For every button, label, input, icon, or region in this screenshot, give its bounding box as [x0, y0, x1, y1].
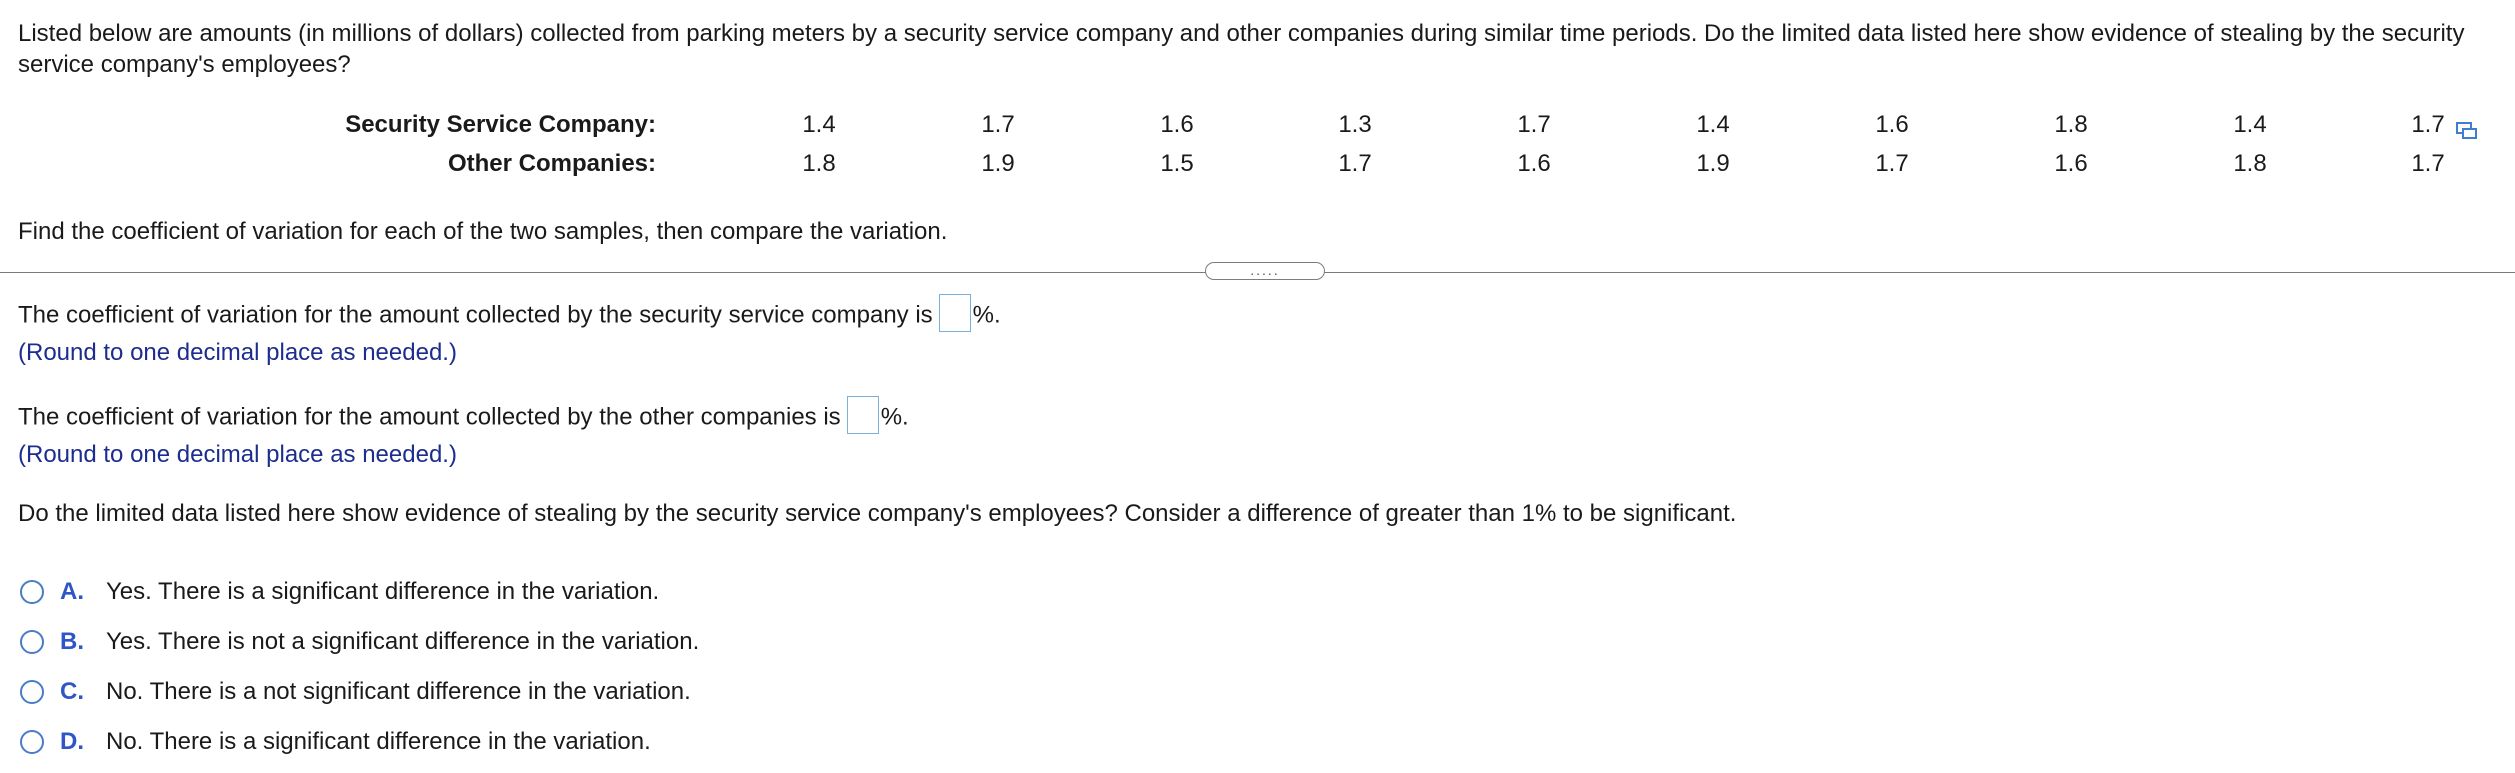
problem-intro: Listed below are amounts (in millions of dollars) collected from parking meters by a security service company and other companies during similar time periods. Do the limited data listed here show evidence of stealing by the security service company's employees? [18, 20, 2465, 78]
answer-input-security[interactable] [939, 294, 971, 332]
answer-input-other[interactable] [847, 396, 879, 434]
table-cell: 1.6 [1517, 150, 1551, 177]
table-cell: 1.9 [981, 150, 1015, 177]
question-1 [18, 300, 1001, 332]
question-3-text: Do the limited data listed here show evidence of stealing by the security service company's employees? Consider a difference of greater than 1% to be significant. [18, 500, 1737, 527]
table-row-other [0, 150, 2515, 189]
question-2 [18, 402, 909, 434]
copy-data-icon[interactable] [2456, 122, 2478, 140]
option-letter: C. [60, 678, 84, 705]
option-letter: A. [60, 578, 84, 605]
divider-handle[interactable]: ..... [1205, 262, 1325, 280]
radio-button[interactable] [20, 580, 44, 604]
unit-label: %. [972, 301, 1001, 329]
table-row-security [0, 111, 2515, 150]
instruction-text: Find the coefficient of variation for each of the two samples, then compare the variation. [18, 218, 948, 245]
table-cell: 1.6 [2054, 150, 2088, 177]
row-label: Security Service Company: [345, 111, 656, 138]
option-text: Yes. There is not a significant difference in the variation. [106, 628, 700, 655]
row-label: Other Companies: [447, 150, 656, 177]
option-text: No. There is a significant difference in the variation. [106, 728, 651, 755]
unit-label: %. [880, 403, 909, 431]
table-cell: 1.9 [1696, 150, 1730, 177]
data-table [0, 111, 2515, 189]
option-text: No. There is a not significant difference in the variation. [106, 678, 691, 705]
option-text: Yes. There is a significant difference in the variation. [106, 578, 660, 605]
question-1-hint: (Round to one decimal place as needed.) [18, 339, 457, 366]
question-2-hint: (Round to one decimal place as needed.) [18, 441, 457, 468]
table-cell: 1.5 [1160, 150, 1194, 177]
table-cell: 1.4 [1696, 111, 1730, 138]
table-cell: 1.4 [2233, 111, 2267, 138]
table-cell: 1.6 [1160, 111, 1194, 138]
table-cell: 1.7 [1875, 150, 1909, 177]
table-cell: 1.7 [2411, 111, 2445, 138]
table-cell: 1.7 [1517, 111, 1551, 138]
radio-button[interactable] [20, 630, 44, 654]
table-cell: 1.4 [802, 111, 836, 138]
table-cell: 1.3 [1338, 111, 1372, 138]
table-cell: 1.7 [981, 111, 1015, 138]
option-letter: B. [60, 628, 84, 655]
option-letter: D. [60, 728, 84, 755]
table-cell: 1.7 [1338, 150, 1372, 177]
table-cell: 1.8 [802, 150, 836, 177]
question-1-text: The coefficient of variation for the amount collected by the security service company is [18, 301, 933, 329]
radio-button[interactable] [20, 730, 44, 754]
table-cell: 1.6 [1875, 111, 1909, 138]
table-cell: 1.7 [2411, 150, 2445, 177]
table-cell: 1.8 [2233, 150, 2267, 177]
radio-button[interactable] [20, 680, 44, 704]
question-2-text: The coefficient of variation for the amount collected by the other companies is [18, 403, 841, 431]
table-cell: 1.8 [2054, 111, 2088, 138]
